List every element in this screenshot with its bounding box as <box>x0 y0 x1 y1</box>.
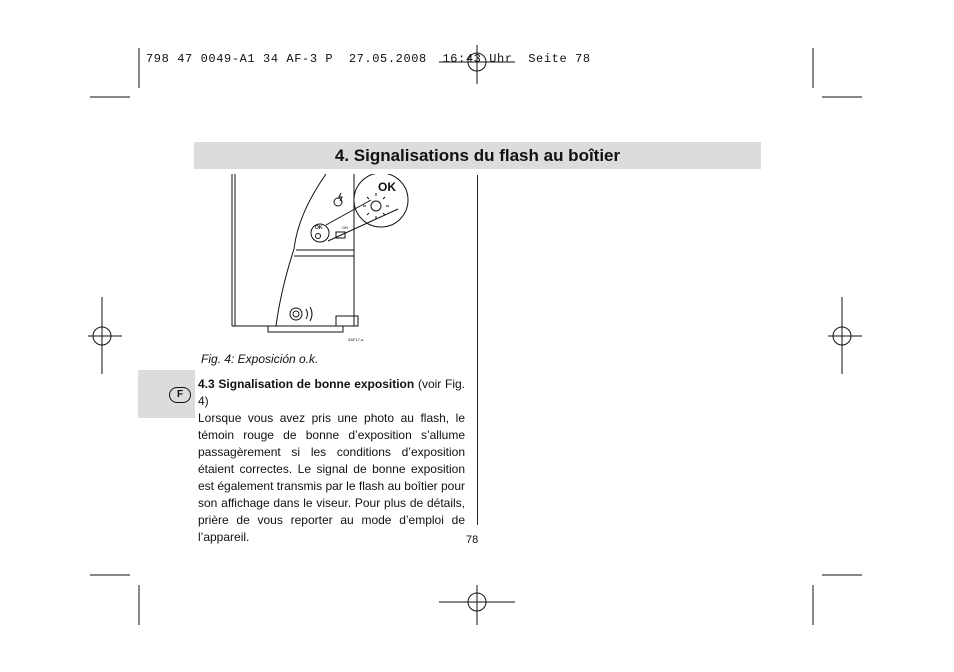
figure-caption: Fig. 4: Exposición o.k. <box>201 352 319 366</box>
flash-foot <box>268 326 343 332</box>
on-label: ON <box>342 225 348 230</box>
sensor-icon <box>290 308 302 320</box>
section-body <box>198 376 465 546</box>
section-reference: (voir Fig. 4) <box>198 377 465 408</box>
column-divider <box>477 175 478 525</box>
zoom-line-lower <box>328 209 398 241</box>
ok-label-small: OK <box>315 225 323 231</box>
figure-flash-back <box>226 174 426 349</box>
section-paragraph: Lorsque vous avez pris une photo au flash, le témoin rouge de bonne d’exposition s’allume passagèrement si les conditions d’exposition étaient correctes. Le signal de bonne exposition est également transmis par le flash au boîtier pour son affichage dans le viseur. Pour plus de détails, prière de vous reporter au mode d’emploi de l’appareil. <box>198 411 465 544</box>
print-header: 798 47 0049-A1 34 AF-3 P 27.05.2008 16:43 Uhr Seite 78 <box>146 52 591 66</box>
ok-label-large: OK <box>378 180 396 194</box>
registration-mark-right <box>828 297 862 374</box>
language-badge: F <box>169 387 191 403</box>
registration-mark-bottom <box>439 585 515 625</box>
page-title: 4. Signalisations du flash au boîtier <box>334 146 621 165</box>
registration-mark-left <box>88 297 122 374</box>
section-heading: 4.3 Signalisation de bonne exposition <box>198 377 415 391</box>
figure-code: 3AF17-a <box>348 337 364 342</box>
page-number: 78 <box>466 534 479 546</box>
